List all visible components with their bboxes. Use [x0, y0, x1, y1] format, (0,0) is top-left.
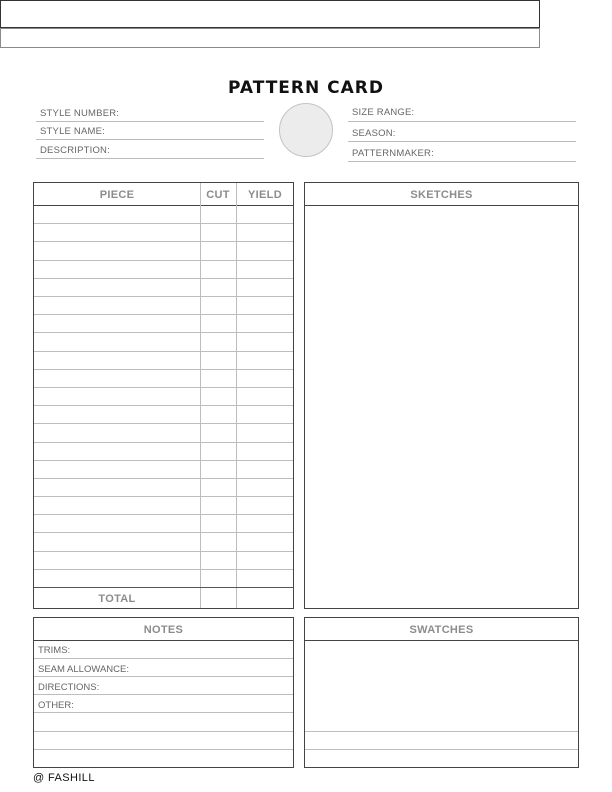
table-row[interactable]: [34, 423, 293, 424]
swatches-header-divider: [305, 640, 578, 641]
table-row[interactable]: [34, 387, 293, 388]
table-row[interactable]: [34, 478, 293, 479]
directions-field[interactable]: [34, 694, 293, 695]
trims-field[interactable]: [34, 658, 293, 659]
notes-title: NOTES: [143, 624, 184, 636]
swatches-title: SWATCHES: [409, 624, 474, 636]
table-row[interactable]: [34, 223, 293, 224]
logo-placeholder-circle: [279, 103, 333, 157]
seam-allowance-label: SEAM ALLOWANCE:: [38, 664, 129, 675]
table-row[interactable]: [34, 532, 293, 533]
style-number-field[interactable]: [36, 121, 264, 122]
table-row[interactable]: [34, 351, 293, 352]
seam-allowance-field[interactable]: [34, 676, 293, 677]
sketches-area[interactable]: [304, 182, 579, 609]
header-divider: [34, 205, 293, 206]
document-title-field[interactable]: [0, 0, 540, 28]
season-field[interactable]: [348, 141, 576, 142]
table-row[interactable]: [34, 332, 293, 333]
document-subtitle-field[interactable]: [0, 28, 540, 48]
column-divider: [200, 183, 201, 608]
directions-label: DIRECTIONS:: [38, 682, 100, 693]
page-title: PATTERN CARD: [227, 78, 384, 98]
season-label: SEASON:: [352, 128, 396, 139]
table-row[interactable]: [34, 569, 293, 570]
pieces-table: [33, 182, 294, 609]
description-field[interactable]: [36, 158, 264, 159]
size-range-label: SIZE RANGE:: [352, 107, 415, 118]
swatch-line[interactable]: [305, 749, 578, 750]
size-range-field[interactable]: [348, 121, 576, 122]
piece-column-header: PIECE: [99, 189, 135, 201]
table-row[interactable]: [34, 514, 293, 515]
swatches-box[interactable]: [304, 617, 579, 768]
table-row[interactable]: [34, 278, 293, 279]
table-row[interactable]: [34, 442, 293, 443]
table-row[interactable]: [34, 241, 293, 242]
column-divider: [236, 183, 237, 608]
table-row[interactable]: [34, 369, 293, 370]
style-name-label: STYLE NAME:: [40, 126, 106, 137]
other-label: OTHER:: [38, 700, 74, 711]
table-row[interactable]: [34, 496, 293, 497]
sketches-title: SKETCHES: [410, 189, 473, 201]
table-row[interactable]: [34, 314, 293, 315]
style-number-label: STYLE NUMBER:: [40, 108, 120, 119]
table-row[interactable]: [34, 405, 293, 406]
total-divider: [34, 587, 293, 588]
table-row[interactable]: [34, 260, 293, 261]
table-row[interactable]: [34, 460, 293, 461]
style-name-field[interactable]: [36, 139, 264, 140]
notes-header-divider: [34, 640, 293, 641]
table-row[interactable]: [34, 296, 293, 297]
notes-line[interactable]: [34, 731, 293, 732]
description-label: DESCRIPTION:: [40, 145, 110, 156]
patternmaker-label: PATTERNMAKER:: [352, 148, 434, 159]
swatch-line[interactable]: [305, 731, 578, 732]
notes-box: [33, 617, 294, 768]
footer-brand: @ FASHILL: [33, 772, 95, 784]
other-field[interactable]: [34, 712, 293, 713]
trims-label: TRIMS:: [38, 645, 71, 656]
table-row[interactable]: [34, 551, 293, 552]
total-label: TOTAL: [98, 593, 136, 605]
cut-column-header: CUT: [206, 189, 230, 201]
sketches-header-divider: [305, 205, 578, 206]
patternmaker-field[interactable]: [348, 161, 576, 162]
notes-line[interactable]: [34, 749, 293, 750]
yield-column-header: YIELD: [248, 189, 282, 201]
